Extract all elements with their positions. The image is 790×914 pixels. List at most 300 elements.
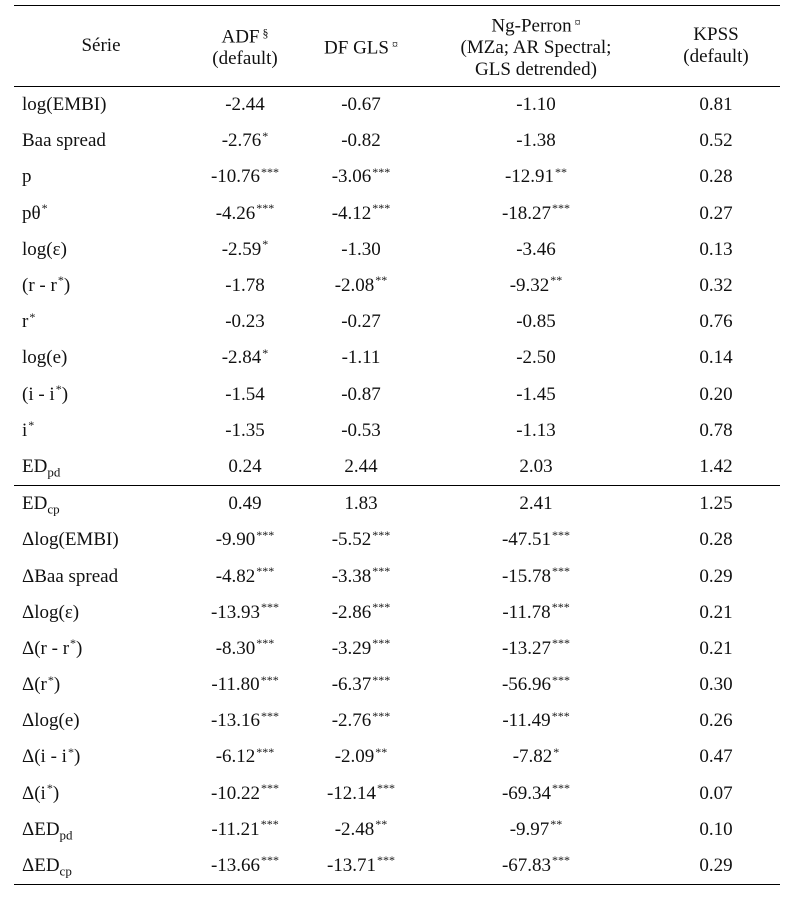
kpss-cell (652, 196, 780, 232)
significance-stars: *** (256, 527, 275, 542)
series-name-tail: ) (53, 674, 61, 696)
kpss-cell (652, 812, 780, 848)
statistic-value: -2.48 (334, 818, 375, 840)
statistic-value: -2.08 (334, 275, 375, 297)
statistic-value: 2.03 (519, 455, 553, 477)
statistic-value: -4.82 (215, 565, 256, 587)
series-name: (r - r (22, 275, 57, 297)
series-name-cell (14, 449, 188, 486)
table-row (14, 304, 780, 340)
series-subscript: pd (47, 464, 61, 480)
series-name-cell (14, 776, 188, 812)
significance-stars: *** (256, 201, 275, 216)
statistic-value: -0.27 (341, 311, 381, 333)
statistic-value: -0.23 (225, 311, 265, 333)
statistic-value: -2.50 (516, 347, 556, 369)
statistic-value: 0.10 (699, 818, 733, 840)
statistic-value: -7.82 (512, 746, 553, 768)
series-name-tail: ) (63, 275, 71, 297)
adf-cell (188, 703, 302, 739)
series-name: ΔED (22, 855, 60, 877)
kpss-cell (652, 739, 780, 775)
col-header-adf: ADF § (default) (188, 6, 302, 87)
dfgls-cell (302, 703, 420, 739)
ng-perron-cell (420, 558, 652, 594)
dfgls-cell (302, 268, 420, 304)
statistic-value: -11.21 (211, 818, 260, 840)
adf-cell (188, 595, 302, 631)
series-superscript: * (28, 418, 35, 433)
series-subscript: cp (47, 501, 60, 517)
table-row (14, 595, 780, 631)
table-row (14, 268, 780, 304)
table-row (14, 377, 780, 413)
statistic-value: 0.81 (699, 94, 733, 116)
statistic-value: -0.53 (341, 419, 381, 441)
series-name: Δlog(e) (22, 710, 80, 732)
dfgls-cell (302, 667, 420, 703)
adf-cell (188, 558, 302, 594)
statistic-value: -12.14 (326, 782, 377, 804)
kpss-cell (652, 413, 780, 449)
series-name: Δ(r (22, 674, 47, 696)
ng-perron-cell (420, 159, 652, 195)
series-name-cell (14, 522, 188, 558)
statistic-value: 0.76 (699, 311, 733, 333)
ng-perron-cell (420, 486, 652, 523)
ng-perron-cell (420, 522, 652, 558)
statistic-value: -0.82 (341, 130, 381, 152)
statistic-value: -13.66 (210, 855, 261, 877)
statistic-value: -4.26 (215, 202, 256, 224)
series-name-tail: ) (52, 782, 60, 804)
series-superscript: * (47, 672, 54, 687)
dfgls-cell (302, 848, 420, 885)
significance-stars: ** (375, 744, 388, 759)
statistic-value: -1.78 (225, 275, 265, 297)
statistic-value: -9.97 (509, 818, 550, 840)
statistic-value: -69.34 (501, 782, 552, 804)
statistic-value: -1.10 (516, 94, 556, 116)
statistic-value: 2.41 (519, 493, 553, 515)
kpss-cell (652, 522, 780, 558)
series-name: Δ(i (22, 782, 46, 804)
statistic-value: -5.52 (331, 529, 372, 551)
adf-cell (188, 196, 302, 232)
statistic-value: -13.16 (210, 710, 261, 732)
statistic-value: -3.06 (331, 166, 372, 188)
table-row (14, 486, 780, 523)
series-name-cell (14, 340, 188, 376)
statistic-value: -8.30 (215, 637, 256, 659)
dfgls-cell (302, 486, 420, 523)
statistic-value: -2.59 (221, 238, 262, 260)
statistic-value: -3.29 (331, 637, 372, 659)
series-name: (i - i (22, 383, 55, 405)
statistic-value: 0.20 (699, 383, 733, 405)
dfgls-cell (302, 776, 420, 812)
significance-stars: *** (372, 563, 391, 578)
statistic-value: -2.84 (221, 347, 262, 369)
statistic-value: -6.37 (331, 674, 372, 696)
series-name-cell (14, 87, 188, 124)
ng-perron-cell (420, 449, 652, 486)
statistic-value: -12.91 (504, 166, 555, 188)
significance-stars: *** (552, 636, 571, 651)
statistic-value: 2.44 (344, 455, 378, 477)
dfgls-cell (302, 340, 420, 376)
series-name: Δ(i - i (22, 746, 67, 768)
table-row (14, 196, 780, 232)
table-row (14, 449, 780, 486)
ng-perron-cell (420, 703, 652, 739)
series-name-cell (14, 703, 188, 739)
statistic-value: 0.78 (699, 419, 733, 441)
table-row (14, 739, 780, 775)
series-name: Δ(r - r (22, 637, 70, 659)
significance-stars: *** (256, 744, 275, 759)
series-name: Δlog(ε) (22, 601, 80, 623)
adf-cell (188, 812, 302, 848)
significance-stars: *** (551, 600, 570, 615)
significance-stars: *** (377, 853, 396, 868)
statistic-value: -1.11 (341, 347, 381, 369)
statistic-value: -47.51 (501, 529, 552, 551)
statistic-value: -13.71 (326, 855, 377, 877)
table-row (14, 87, 780, 124)
series-name-cell (14, 631, 188, 667)
statistic-value: 0.30 (699, 674, 733, 696)
statistic-value: -11.78 (502, 601, 551, 623)
adf-cell (188, 304, 302, 340)
ng-perron-cell (420, 196, 652, 232)
dfgls-cell (302, 631, 420, 667)
statistic-value: 1.83 (344, 493, 378, 515)
kpss-cell (652, 595, 780, 631)
significance-stars: *** (372, 708, 391, 723)
series-name: Baa spread (22, 130, 106, 152)
series-name-cell (14, 304, 188, 340)
series-name-cell (14, 848, 188, 885)
dfgls-cell (302, 522, 420, 558)
statistic-value: 0.29 (699, 855, 733, 877)
series-name: log(ε) (22, 238, 67, 260)
kpss-cell (652, 304, 780, 340)
table-row (14, 159, 780, 195)
kpss-cell (652, 703, 780, 739)
significance-stars: ** (375, 273, 388, 288)
statistic-value: -11.80 (211, 674, 260, 696)
table-row (14, 812, 780, 848)
table-row (14, 340, 780, 376)
adf-cell (188, 631, 302, 667)
series-name: Δlog(EMBI) (22, 529, 119, 551)
significance-stars: * (262, 128, 269, 143)
table-row (14, 522, 780, 558)
dfgls-cell (302, 159, 420, 195)
statistic-value: -13.27 (501, 637, 552, 659)
statistic-value: -9.90 (215, 529, 256, 551)
ng-perron-cell (420, 812, 652, 848)
statistic-value: 0.21 (699, 601, 733, 623)
statistic-value: -1.54 (225, 383, 265, 405)
kpss-cell (652, 159, 780, 195)
statistic-value: 0.24 (228, 455, 262, 477)
kpss-cell (652, 377, 780, 413)
significance-stars: *** (261, 164, 280, 179)
significance-stars: ** (555, 164, 568, 179)
significance-stars: ** (550, 273, 563, 288)
dfgls-cell (302, 377, 420, 413)
adf-cell (188, 159, 302, 195)
series-name: pθ (22, 202, 41, 224)
kpss-cell (652, 268, 780, 304)
statistic-value: -15.78 (501, 565, 552, 587)
significance-stars: ** (375, 817, 388, 832)
table-row (14, 232, 780, 268)
significance-stars: *** (260, 817, 279, 832)
statistic-value: -2.44 (225, 94, 265, 116)
statistic-value: 1.42 (699, 455, 733, 477)
significance-stars: *** (261, 708, 280, 723)
statistic-value: 0.13 (699, 238, 733, 260)
series-name-cell (14, 123, 188, 159)
dfgls-cell (302, 232, 420, 268)
unit-root-tests-table (14, 5, 780, 885)
adf-cell (188, 123, 302, 159)
statistic-value: -0.87 (341, 383, 381, 405)
series-name: ED (22, 493, 48, 515)
table-row (14, 848, 780, 885)
adf-cell (188, 522, 302, 558)
series-name: ΔED (22, 818, 60, 840)
significance-stars: *** (261, 781, 280, 796)
statistic-value: -1.30 (341, 238, 381, 260)
series-superscript: * (70, 636, 77, 651)
statistic-value: 0.26 (699, 710, 733, 732)
statistic-value: 0.49 (228, 493, 262, 515)
significance-stars: *** (552, 527, 571, 542)
statistic-value: -10.22 (210, 782, 261, 804)
kpss-cell (652, 848, 780, 885)
statistic-value: -3.46 (516, 238, 556, 260)
adf-cell (188, 268, 302, 304)
significance-stars: * (553, 744, 560, 759)
kpss-cell (652, 123, 780, 159)
statistic-value: 0.29 (699, 565, 733, 587)
kpss-cell (652, 776, 780, 812)
dfgls-cell (302, 812, 420, 848)
series-name-cell (14, 268, 188, 304)
statistic-value: 0.07 (699, 782, 733, 804)
significance-stars: *** (261, 600, 280, 615)
adf-cell (188, 413, 302, 449)
series-name: r (22, 311, 29, 333)
series-name-tail: ) (61, 383, 69, 405)
adf-cell (188, 232, 302, 268)
kpss-cell (652, 558, 780, 594)
series-name: log(e) (22, 347, 68, 369)
header-row (14, 6, 780, 87)
ng-perron-cell (420, 304, 652, 340)
significance-stars: * (262, 345, 269, 360)
significance-stars: *** (372, 201, 391, 216)
series-name-tail: ) (73, 746, 81, 768)
statistic-value: 0.28 (699, 166, 733, 188)
adf-cell (188, 377, 302, 413)
series-superscript: * (29, 309, 36, 324)
dfgls-cell (302, 87, 420, 124)
series-superscript: * (41, 201, 48, 216)
series-subscript: cp (59, 863, 72, 879)
ng-perron-cell (420, 232, 652, 268)
statistic-value: -2.76 (331, 710, 372, 732)
statistic-value: -10.76 (210, 166, 261, 188)
dfgls-cell (302, 449, 420, 486)
dfgls-cell (302, 595, 420, 631)
adf-cell (188, 739, 302, 775)
series-superscript: * (46, 781, 53, 796)
statistic-value: -18.27 (501, 202, 552, 224)
statistic-value: 0.21 (699, 637, 733, 659)
statistic-value: -1.13 (516, 419, 556, 441)
series-name-cell (14, 486, 188, 523)
dfgls-cell (302, 196, 420, 232)
ng-perron-cell (420, 340, 652, 376)
significance-stars: *** (372, 672, 391, 687)
statistic-value: -4.12 (331, 202, 372, 224)
significance-stars: * (262, 237, 269, 252)
statistic-value: -56.96 (501, 674, 552, 696)
col-header-dfgls: DF GLS ¤ (302, 6, 420, 87)
kpss-cell (652, 232, 780, 268)
statistic-value: 0.32 (699, 275, 733, 297)
statistic-value: -6.12 (215, 746, 256, 768)
series-name-cell (14, 196, 188, 232)
kpss-cell (652, 667, 780, 703)
series-name: p (22, 166, 32, 188)
statistic-value: 0.47 (699, 746, 733, 768)
col-header-ng-perron: Ng-Perron ¤ (MZa; AR Spectral; GLS detrended) (420, 6, 652, 87)
statistic-value: -11.49 (502, 710, 551, 732)
significance-stars: *** (552, 563, 571, 578)
significance-stars: *** (552, 201, 571, 216)
statistic-value: -9.32 (509, 275, 550, 297)
statistic-value: 0.27 (699, 202, 733, 224)
statistic-value: -0.67 (341, 94, 381, 116)
adf-cell (188, 340, 302, 376)
significance-stars: *** (552, 672, 571, 687)
table-row (14, 413, 780, 449)
dfgls-cell (302, 558, 420, 594)
adf-cell (188, 449, 302, 486)
significance-stars: *** (552, 853, 571, 868)
dfgls-cell (302, 413, 420, 449)
dfgls-cell (302, 739, 420, 775)
ng-perron-cell (420, 123, 652, 159)
ng-perron-cell (420, 413, 652, 449)
ng-perron-cell (420, 87, 652, 124)
kpss-cell (652, 631, 780, 667)
ng-perron-cell (420, 595, 652, 631)
statistic-value: -2.09 (334, 746, 375, 768)
table-row (14, 703, 780, 739)
series-name-tail: ) (76, 637, 83, 659)
kpss-cell (652, 449, 780, 486)
col-header-series: Série (14, 6, 188, 87)
significance-stars: *** (261, 853, 280, 868)
series-subscript: pd (59, 827, 73, 843)
ng-perron-cell (420, 268, 652, 304)
adf-cell (188, 87, 302, 124)
statistic-value: -67.83 (501, 855, 552, 877)
significance-stars: *** (372, 636, 391, 651)
statistic-value: -13.93 (210, 601, 261, 623)
significance-stars: *** (256, 563, 275, 578)
ng-perron-cell (420, 377, 652, 413)
series-name: log(EMBI) (22, 94, 107, 116)
statistic-value: -1.35 (225, 419, 265, 441)
series-name-cell (14, 413, 188, 449)
ng-perron-cell (420, 848, 652, 885)
statistic-value: -2.76 (221, 130, 262, 152)
series-name-cell (14, 739, 188, 775)
series-name: ED (22, 455, 48, 477)
adf-cell (188, 848, 302, 885)
table-row (14, 123, 780, 159)
adf-cell (188, 486, 302, 523)
statistic-value: 0.14 (699, 347, 733, 369)
table-row (14, 631, 780, 667)
statistic-value: 0.52 (699, 130, 733, 152)
ng-perron-cell (420, 631, 652, 667)
significance-stars: *** (372, 527, 391, 542)
adf-cell (188, 776, 302, 812)
significance-stars: *** (372, 600, 391, 615)
adf-cell (188, 667, 302, 703)
significance-stars: *** (260, 672, 279, 687)
ng-perron-cell (420, 667, 652, 703)
statistic-value: 1.25 (699, 493, 733, 515)
series-superscript: * (67, 744, 74, 759)
statistic-value: -1.38 (516, 130, 556, 152)
dfgls-cell (302, 304, 420, 340)
series-name-cell (14, 377, 188, 413)
significance-stars: ** (550, 817, 563, 832)
series-name-cell (14, 667, 188, 703)
series-superscript: * (57, 273, 64, 288)
series-superscript: * (55, 382, 62, 396)
series-name: ΔBaa spread (22, 565, 119, 587)
series-name: i (22, 419, 28, 441)
significance-stars: *** (551, 708, 570, 723)
statistic-value: -2.86 (331, 601, 372, 623)
significance-stars: *** (372, 164, 391, 179)
series-name-cell (14, 595, 188, 631)
kpss-cell (652, 486, 780, 523)
statistic-value: -3.38 (331, 565, 372, 587)
series-name-cell (14, 159, 188, 195)
significance-stars: *** (256, 636, 275, 651)
significance-stars: *** (377, 781, 396, 796)
table-body (14, 87, 780, 885)
statistic-value: -0.85 (516, 311, 556, 333)
table-row (14, 558, 780, 594)
ng-perron-cell (420, 739, 652, 775)
statistic-value: -1.45 (516, 383, 556, 405)
series-name-cell (14, 812, 188, 848)
series-name-cell (14, 558, 188, 594)
